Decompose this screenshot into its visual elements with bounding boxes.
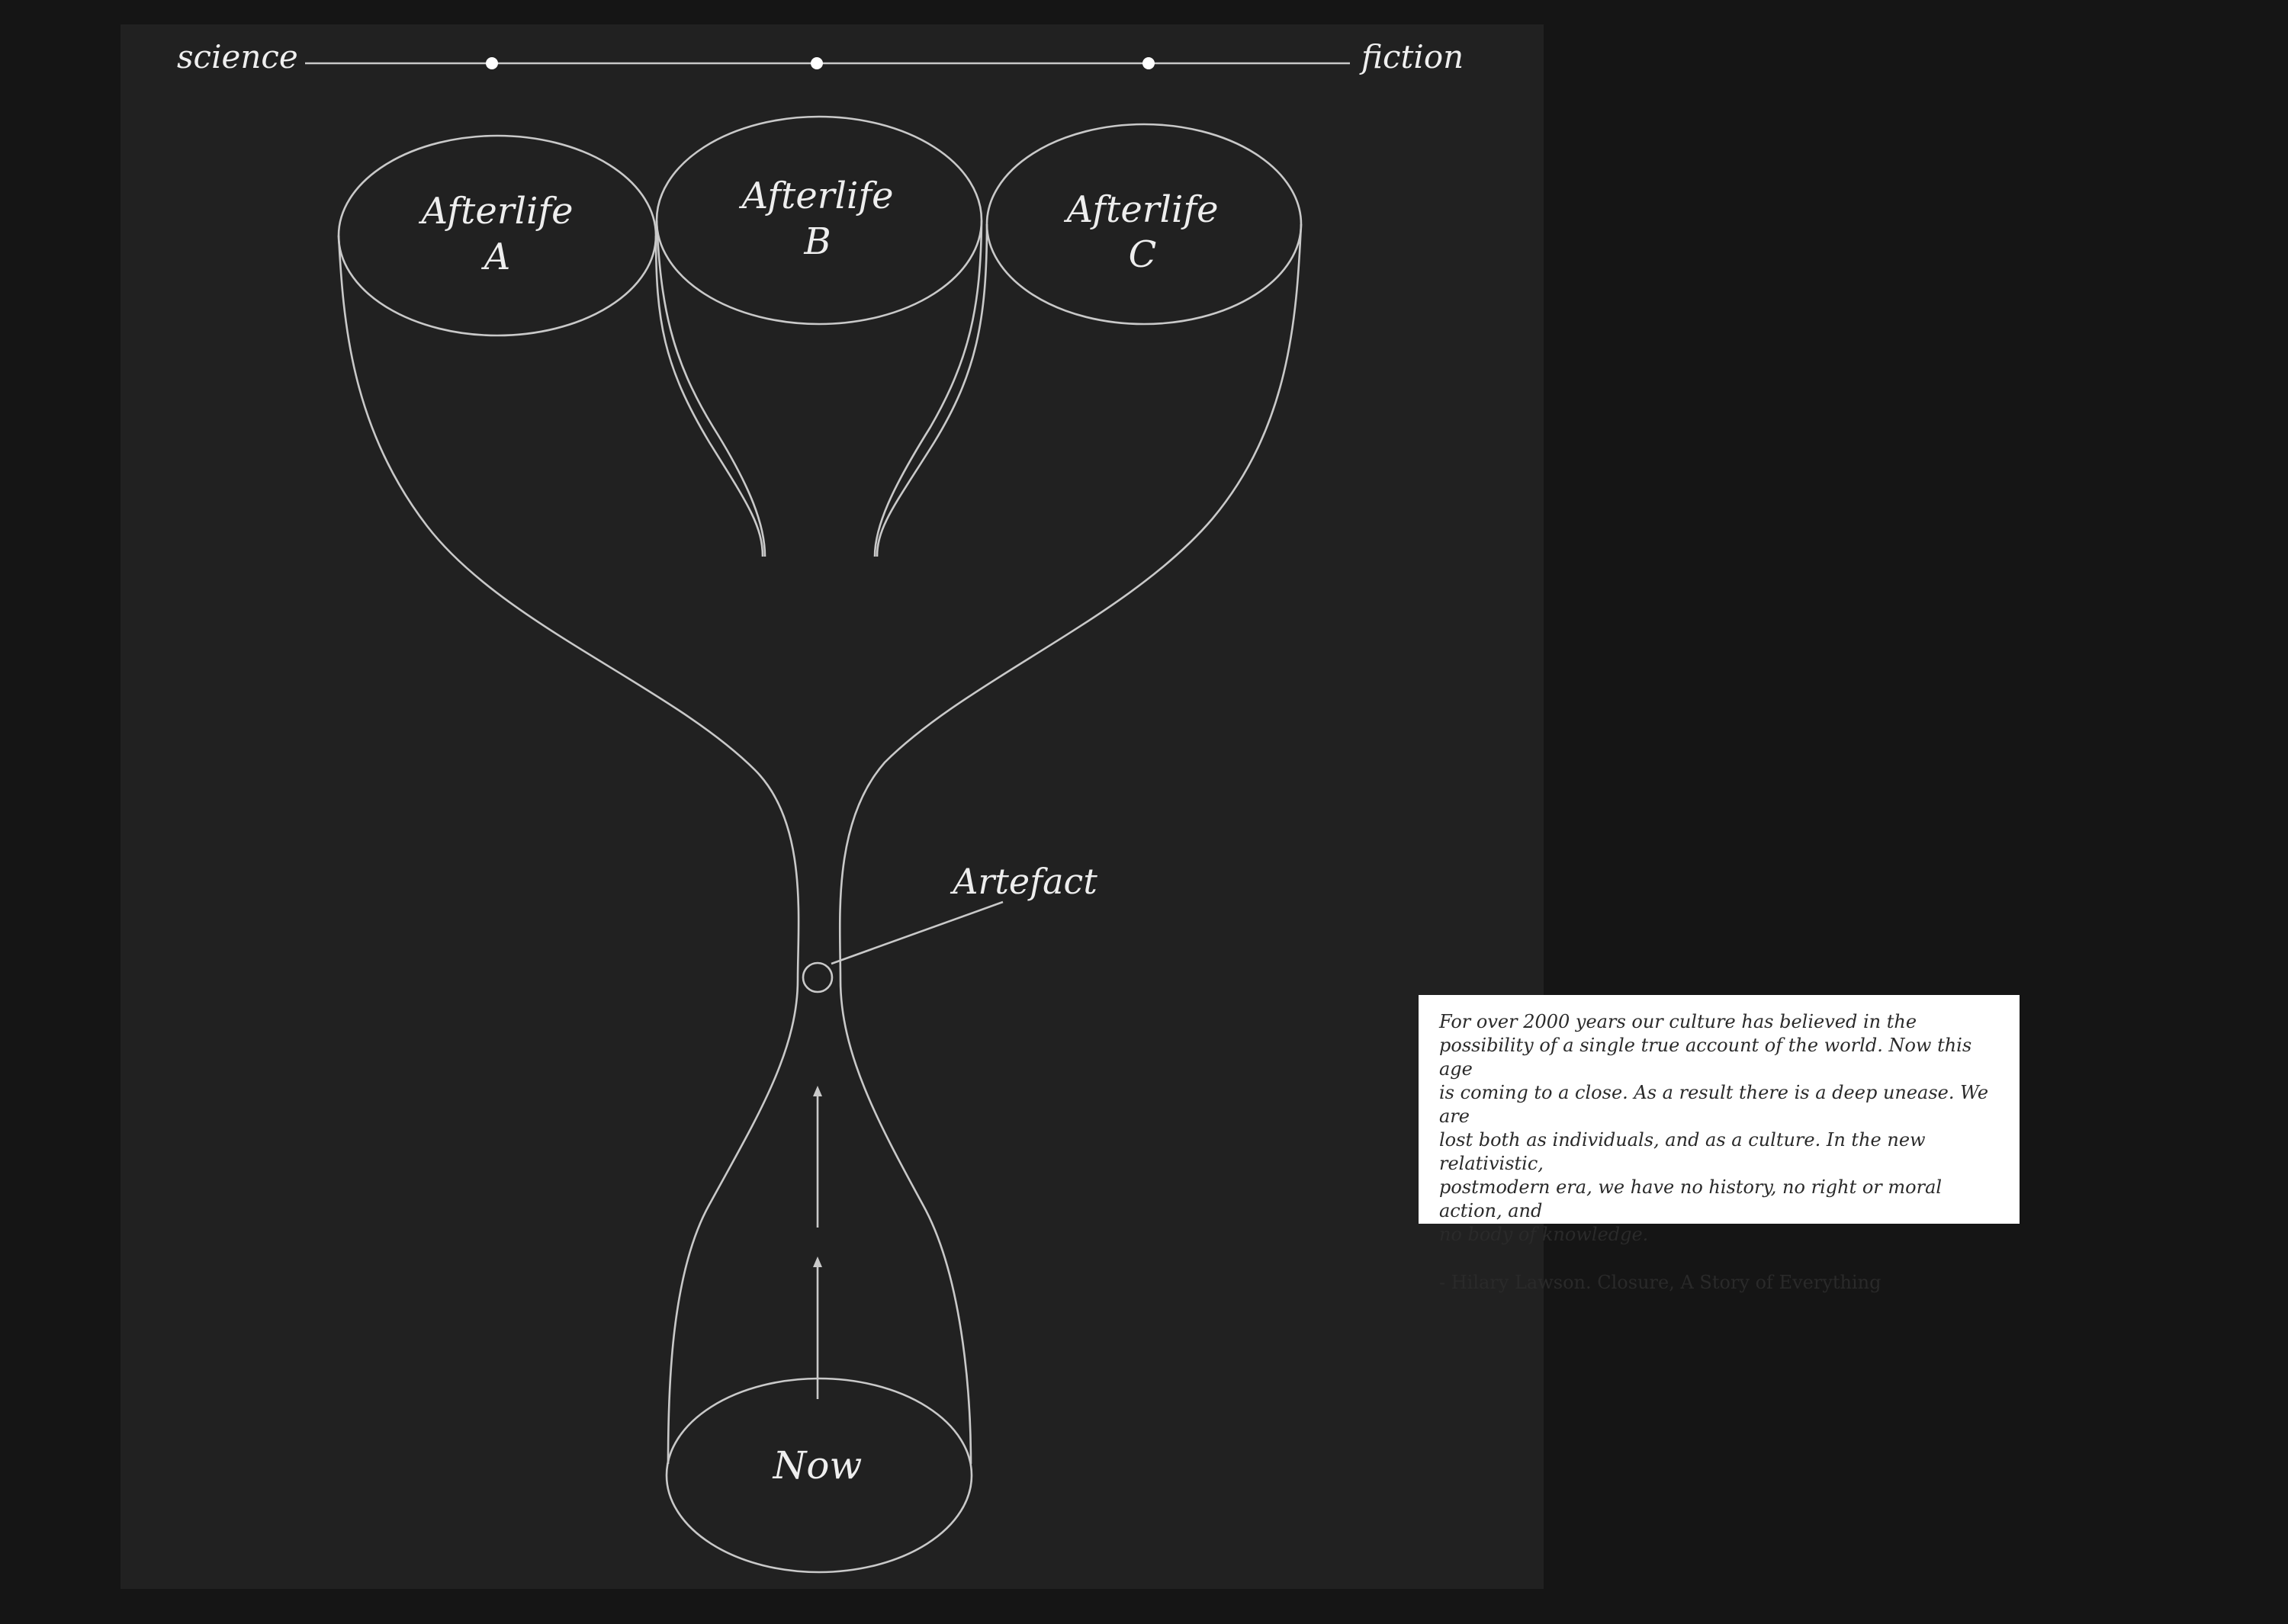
funnel-fold-b-right-inner [875, 220, 982, 557]
funnel-outer-right [840, 224, 1301, 1464]
afterlife-b-label-line2: B [804, 220, 831, 263]
now-label: Now [773, 1443, 863, 1488]
quote-text: For over 2000 years our culture has believed in the possibility of a single true account of the world. Now this age is coming to a close. As a result there is a deep unease. We are lost both as individuals, and as a culture. In the new relativistic, postmodern era, we have no history, no right or moral action, and no body of knowledge. [1439, 1011, 1989, 1245]
funnel-fold-b-right-outer [877, 224, 987, 557]
axis-dot-c [1142, 57, 1155, 69]
artefact-label: Artefact [953, 861, 1097, 902]
upward-arrows [813, 1086, 822, 1399]
afterlife-a-label-line2: A [484, 236, 511, 278]
funnel-outer-left [339, 236, 799, 1464]
afterlife-c-label-line2: C [1128, 233, 1157, 276]
artefact-leader-line [831, 902, 1003, 964]
funnel-fold-b-left-outer [656, 236, 763, 557]
arrow-lower-head [813, 1257, 822, 1267]
afterlife-a-label-line1: Afterlife [421, 190, 574, 233]
axis-dot-b [811, 57, 823, 69]
artefact-marker [803, 902, 1003, 992]
arrow-upper-head [813, 1086, 822, 1096]
afterlife-b-label-line1: Afterlife [741, 175, 894, 217]
futures-funnel [339, 220, 1301, 1464]
axis-dot-a [486, 57, 498, 69]
axis-label-fiction: fiction [1361, 38, 1464, 75]
afterlife-c-label-line1: Afterlife [1066, 188, 1219, 231]
science-fiction-axis [177, 38, 1464, 75]
artefact-circle [803, 963, 832, 992]
axis-label-science: science [177, 38, 298, 75]
quote-attribution: - Hilary Lawson. Closure, A Story of Everything [1439, 1272, 1881, 1293]
quote-card [1419, 995, 2020, 1293]
